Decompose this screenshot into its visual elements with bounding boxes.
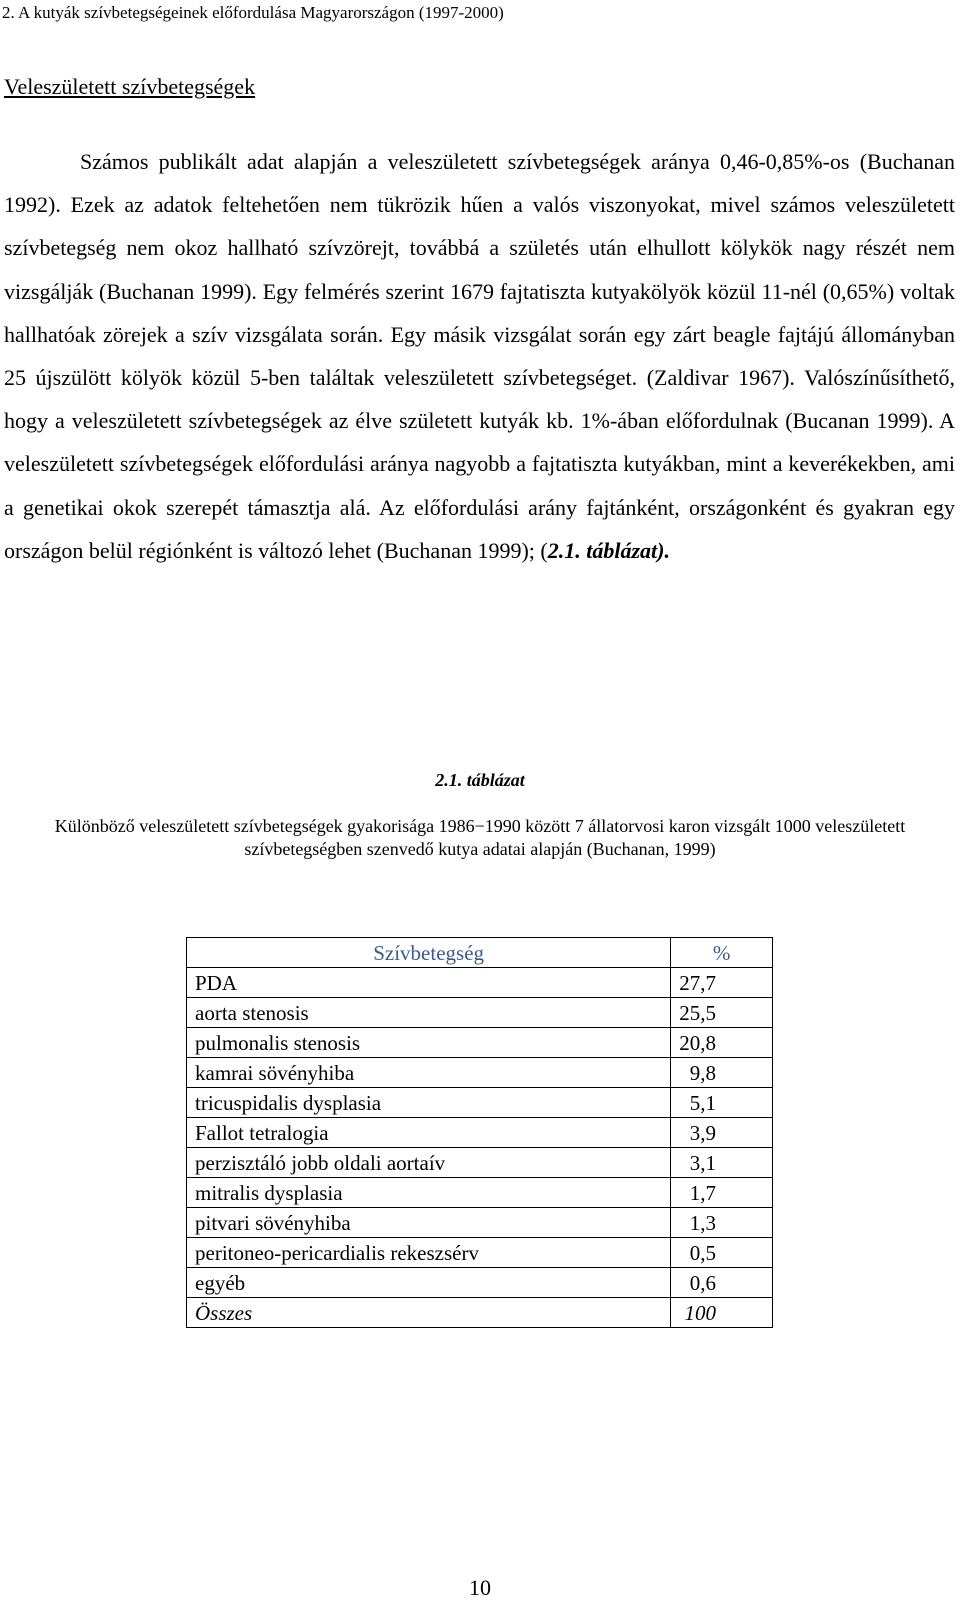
- cell-disease: kamrai sövényhiba: [187, 1058, 671, 1088]
- table-reference-link[interactable]: 2.1. táblázat: [547, 537, 658, 563]
- cell-percent: 0,6: [671, 1268, 773, 1298]
- cell-disease: egyéb: [187, 1268, 671, 1298]
- paragraph-text: Számos publikált adat alapján a veleszületett szívbetegségek aránya 0,46-0,85%-os (Buchanan 1992). Ezek az adatok feltehetően nem tükrözik hűen a valós viszonyokat, mivel számos veleszületett szívbetegség nem okoz hallható szívzörejt, továbbá a születés után elhullott kölykök nagy részét nem vizsgálják (Buchanan 1999). Egy felmérés szerint 1679 fajtatiszta kutyakölyök közül 11-nél (0,65%) voltak hallhatóak zörejek a szív vizsgálata során. Egy másik vizsgálat során egy zárt beagle fajtájú állományban 25 újszülött kölyök közül 5-ben találtak veleszületett szívbetegséget. (Zaldivar 1967). Valószínűsíthető, hogy a veleszületett szívbetegségek az élve született kutyák kb. 1%-ában előfordulnak (Bucanan 1999). A veleszületett szívbetegségek előfordulási aránya nagyobb a fajtatiszta kutyákban, mint a keverékekben, ami a genetikai okok szerepét támasztja alá. Az előfordulási arány fajtánként, országonként és gyakran egy országon belül régiónként is változó lehet (Buchanan 1999); (: [4, 149, 955, 563]
- table-header-row: [187, 938, 773, 968]
- cell-percent: 1,7: [671, 1178, 773, 1208]
- table-caption-title: 2.1. táblázat: [435, 770, 525, 790]
- cell-disease: mitralis dysplasia: [187, 1178, 671, 1208]
- table-total-row: [187, 1298, 773, 1328]
- column-header-percent: %: [671, 938, 773, 968]
- cell-percent: 3,1: [671, 1148, 773, 1178]
- cell-percent: 20,8: [671, 1028, 773, 1058]
- cell-disease: PDA: [187, 968, 671, 998]
- cell-percent: 25,5: [671, 998, 773, 1028]
- section-title: Veleszületett szívbetegségek: [4, 74, 256, 99]
- cell-disease: aorta stenosis: [187, 998, 671, 1028]
- table-row: [187, 1118, 773, 1148]
- cell-percent: 9,8: [671, 1058, 773, 1088]
- cell-percent: 0,5: [671, 1238, 773, 1268]
- table-row: [187, 998, 773, 1028]
- paragraph-end: ).: [657, 537, 670, 563]
- cell-disease: perzisztáló jobb oldali aortaív: [187, 1148, 671, 1178]
- page-number: 10: [469, 1575, 491, 1600]
- table-row: [187, 1238, 773, 1268]
- table-row: [187, 1178, 773, 1208]
- cell-total-label: Összes: [187, 1298, 671, 1328]
- body-paragraph: [4, 140, 955, 572]
- table-row: [187, 1058, 773, 1088]
- table-row: [187, 1088, 773, 1118]
- cell-percent: 1,3: [671, 1208, 773, 1238]
- table-row: [187, 1028, 773, 1058]
- running-header: 2. A kutyák szívbetegségeinek előfordulása Magyarországon (1997-2000): [2, 3, 504, 22]
- table-row: [187, 1148, 773, 1178]
- table-row: [187, 1268, 773, 1298]
- cell-total-value: 100: [671, 1298, 773, 1328]
- cell-percent: 3,9: [671, 1118, 773, 1148]
- cell-disease: Fallot tetralogia: [187, 1118, 671, 1148]
- cell-disease: tricuspidalis dysplasia: [187, 1088, 671, 1118]
- column-header-disease: Szívbetegség: [187, 938, 671, 968]
- cell-disease: peritoneo-pericardialis rekeszsérv: [187, 1238, 671, 1268]
- table-row: [187, 968, 773, 998]
- cell-disease: pulmonalis stenosis: [187, 1028, 671, 1058]
- table-row: [187, 1208, 773, 1238]
- cell-percent: 5,1: [671, 1088, 773, 1118]
- data-table: [186, 937, 773, 1328]
- table-caption-text: Különböző veleszületett szívbetegségek gyakorisága 1986−1990 között 7 állatorvosi karon vizsgált 1000 veleszületett szívbetegségben szenvedő kutya adatai alapján (Buchanan, 1999): [54, 816, 906, 859]
- cell-percent: 27,7: [671, 968, 773, 998]
- cell-disease: pitvari sövényhiba: [187, 1208, 671, 1238]
